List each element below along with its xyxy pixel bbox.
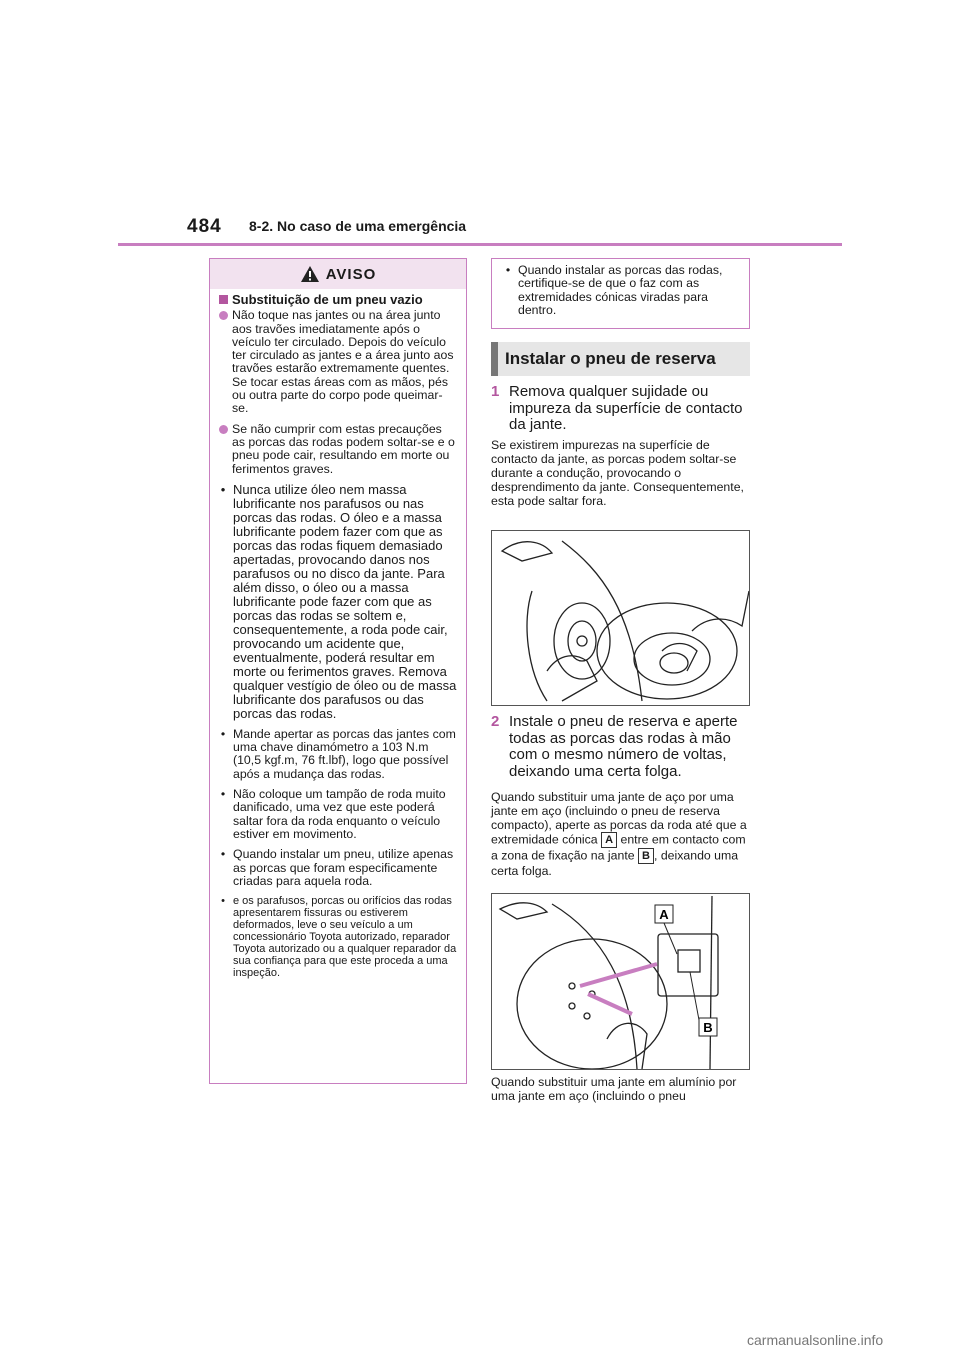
list-item: [219, 895, 458, 979]
page-number: 484: [187, 216, 222, 237]
warning-box: [209, 258, 467, 1084]
list-item: [219, 309, 458, 415]
list-item: [219, 848, 458, 888]
list-item: [219, 728, 458, 781]
step-2: [491, 714, 753, 780]
list-item: [219, 423, 458, 476]
bullet-icon: •: [220, 847, 226, 862]
figure-label-b: B: [703, 1020, 713, 1035]
watermark: carmanualsonline.info: [747, 1332, 884, 1348]
section-header: 8-2. No caso de uma emergência: [249, 218, 467, 234]
list-item-text: Quando instalar um pneu, utilize apenas as porcas que foram especificamente criadas para aquela roda.: [233, 847, 454, 888]
step-number: 2: [491, 713, 500, 730]
step-2-note-continued: Quando substituir uma jante em alumínio por uma jante em aço (incluindo o pneu: [491, 1075, 737, 1103]
list-item-text: e os parafusos, porcas ou orifícios das rodas apresentarem fissuras ou estiverem deformados, leve o seu veículo a um concessionário Toyota autorizado, reparador Toyota autorizado ou a qualquer reparador da sua confiança para que este proceda a uma inspeção.: [233, 895, 457, 980]
square-bullet-icon: [219, 295, 228, 304]
section-heading-text: Instalar o pneu de reserva: [505, 349, 716, 368]
bullet-icon: •: [221, 895, 225, 908]
note-text: entre em contacto com a zona de fixação na jante: [491, 832, 746, 863]
install-spare-illustration: [492, 894, 749, 1069]
warning-subtitle: [219, 293, 458, 306]
header-rule: [118, 243, 842, 246]
section-heading: [491, 342, 750, 376]
label-b: B: [638, 848, 654, 864]
list-item-text: Mande apertar as porcas das jantes com uma chave dinamómetro a 103 N.m (10,5 kgf.m, 76 ft.lbf), logo que possível após a mudança das rodas.: [233, 726, 456, 781]
warning-box-continued: [491, 258, 750, 329]
figure-label-a: A: [659, 907, 669, 922]
dot-bullet-icon: [219, 425, 228, 434]
list-item-text: Não coloque um tampão de roda muito danificado, uma vez que este poderá saltar fora da roda enquanto o veículo estiver em movimento.: [233, 787, 446, 841]
bullet-icon: •: [220, 481, 226, 497]
list-item-text: Se não cumprir com estas precauções as porcas das rodas podem soltar-se e o pneu pode cair, resultando em morte ou ferimentos graves.: [232, 421, 455, 476]
bullet-icon: •: [505, 263, 511, 277]
bullet-icon: •: [220, 787, 226, 802]
note-text: Quando substituir uma jante de aço por uma jante em aço (incluindo o pneu de reserva compacto), aperte as porcas da roda até que a extremidade cónica: [491, 790, 747, 847]
list-item-text: Quando instalar as porcas das rodas, certifique-se de que o faz com as extremidades cónicas viradas para dentro.: [518, 263, 723, 317]
bullet-icon: •: [220, 726, 226, 741]
warning-title: AVISO: [325, 265, 377, 283]
warning-icon: [300, 265, 320, 283]
list-item: [219, 483, 458, 721]
step-1-note: Se existirem impurezas na superfície de contacto da jante, as porcas podem soltar-se durante a condução, provocando o desprendimento da jante. Consequentemente, esta pode saltar fora.: [491, 438, 744, 508]
list-item-text: Nunca utilize óleo nem massa lubrificante nos parafusos ou nas porcas das rodas. O óleo e a massa lubrificante podem fazer com que as porcas das rodas fiquem demasiado apertadas, provocando danos nos parafusos ou no disco da jante. Para além disso, o óleo ou a massa lubrificante pode fazer com que as porcas das rodas se soltem e, consequentemente, a roda pode cair, provocando um acidente que, eventualmente, poderá resultar em morte ou ferimentos graves. Remova qualquer vestígio de óleo ou de massa lubrificante dos parafusos ou das porcas das rodas.: [233, 481, 457, 721]
dot-bullet-icon: [219, 311, 228, 320]
step-1: [491, 384, 753, 434]
list-item: [504, 264, 741, 317]
list-item: [219, 788, 458, 841]
step-text: Instale o pneu de reserva e aperte todas as porcas das rodas à mão com o mesmo número de voltas, deixando uma certa folga.: [509, 713, 738, 780]
warning-subtitle-text: Substituição de um pneu vazio: [232, 292, 423, 307]
step-number: 1: [491, 383, 500, 400]
clean-wheel-illustration: [492, 531, 749, 705]
figure-install-spare: [491, 893, 750, 1070]
figure-clean-wheel: [491, 530, 750, 706]
warning-header: [210, 259, 466, 289]
step-2-note: [491, 790, 753, 878]
label-a: A: [601, 832, 617, 848]
step-text: Remova qualquer sujidade ou impureza da superfície de contacto da jante.: [509, 383, 743, 433]
list-item-text: Não toque nas jantes ou na área junto aos travões imediatamente após o veículo ter circulado. Depois do veículo ter circulado as jantes e a área junto aos travões estarão extremamente quentes. Se tocar estas áreas com as mãos, pés ou outra parte do corpo pode queimar-se.: [232, 308, 454, 416]
note-text: , deixando uma certa folga.: [491, 848, 739, 878]
